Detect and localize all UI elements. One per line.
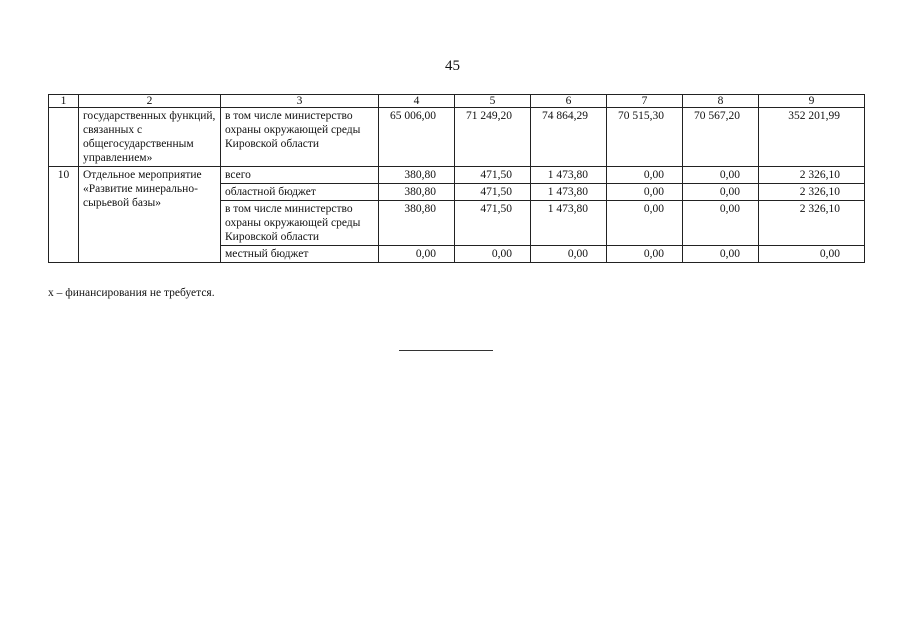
value-cell: 0,00 <box>759 246 865 263</box>
value-cell: 0,00 <box>607 167 683 184</box>
table-row-continued <box>49 108 865 167</box>
value-cell: 471,50 <box>455 184 531 201</box>
value-cell: 0,00 <box>379 246 455 263</box>
value-cell: 2 326,10 <box>759 201 865 246</box>
header-cell: 9 <box>759 95 865 108</box>
value-cell: 0,00 <box>531 246 607 263</box>
value-cell: 1 473,80 <box>531 167 607 184</box>
value-cell: 2 326,10 <box>759 184 865 201</box>
value-cell: 71 249,20 <box>455 108 531 167</box>
value-cell: 2 326,10 <box>759 167 865 184</box>
row-number-cell: 10 <box>49 167 79 263</box>
value-cell: 1 473,80 <box>531 201 607 246</box>
footnote: х – финансирования не требуется. <box>48 287 215 299</box>
value-cell: 1 473,80 <box>531 184 607 201</box>
activity-name-cell: Отдельное мероприятие «Развитие минерально-сырьевой базы» <box>79 167 221 263</box>
value-cell: 70 515,30 <box>607 108 683 167</box>
value-cell: 471,50 <box>455 201 531 246</box>
value-cell: 70 567,20 <box>683 108 759 167</box>
value-cell: 352 201,99 <box>759 108 865 167</box>
value-cell: 0,00 <box>683 246 759 263</box>
value-cell: 74 864,29 <box>531 108 607 167</box>
header-cell: 1 <box>49 95 79 108</box>
header-row <box>49 95 865 108</box>
header-cell: 2 <box>79 95 221 108</box>
funding-source-cell: в том числе министерство охраны окружающей среды Кировской области <box>221 108 379 167</box>
table-row-10-total <box>49 167 865 184</box>
funding-source-cell: областной бюджет <box>221 184 379 201</box>
value-cell: 380,80 <box>379 167 455 184</box>
value-cell: 0,00 <box>455 246 531 263</box>
value-cell: 0,00 <box>607 184 683 201</box>
page-number: 45 <box>445 58 460 74</box>
header-cell: 3 <box>221 95 379 108</box>
value-cell: 380,80 <box>379 201 455 246</box>
funding-source-cell: всего <box>221 167 379 184</box>
value-cell: 0,00 <box>683 201 759 246</box>
value-cell: 0,00 <box>607 246 683 263</box>
header-cell: 5 <box>455 95 531 108</box>
value-cell: 380,80 <box>379 184 455 201</box>
header-cell: 6 <box>531 95 607 108</box>
header-cell: 4 <box>379 95 455 108</box>
header-cell: 8 <box>683 95 759 108</box>
value-cell: 0,00 <box>607 201 683 246</box>
value-cell: 0,00 <box>683 184 759 201</box>
value-cell: 0,00 <box>683 167 759 184</box>
row-number-cell <box>49 108 79 167</box>
header-cell: 7 <box>607 95 683 108</box>
funding-source-cell: местный бюджет <box>221 246 379 263</box>
value-cell: 65 006,00 <box>379 108 455 167</box>
budget-table <box>48 94 865 263</box>
funding-source-cell: в том числе министерство охраны окружающей среды Кировской области <box>221 201 379 246</box>
value-cell: 471,50 <box>455 167 531 184</box>
activity-name-cell: государственных функций, связанных с общегосударственным управлением» <box>79 108 221 167</box>
end-of-document-line <box>399 350 493 351</box>
